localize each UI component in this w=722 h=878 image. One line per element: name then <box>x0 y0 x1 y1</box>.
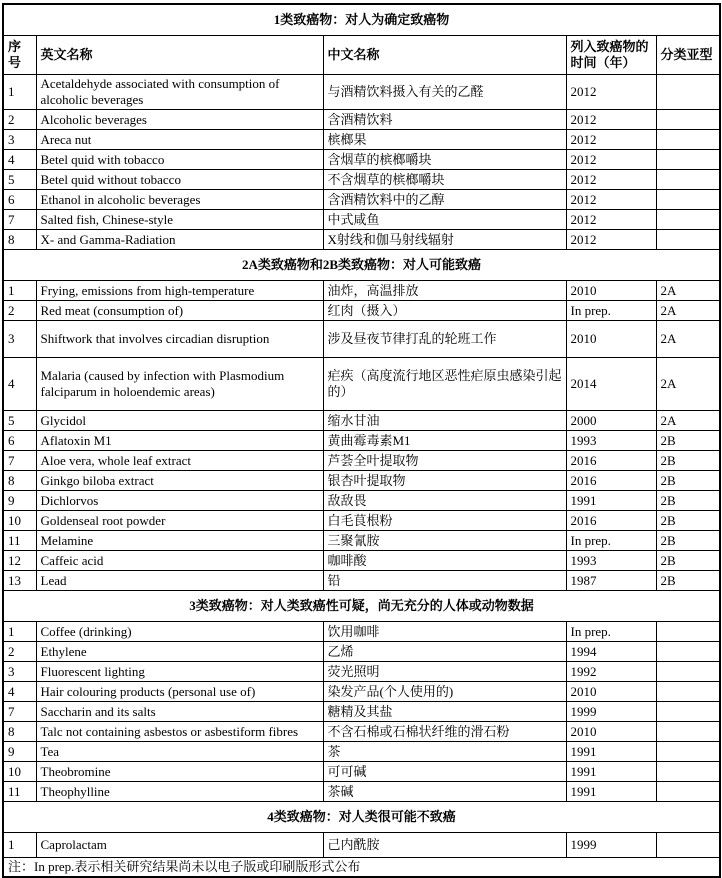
cell-no: 7 <box>3 702 36 722</box>
cell-en: X- and Gamma-Radiation <box>36 230 323 250</box>
cell-en: Betel quid with tobacco <box>36 150 323 170</box>
cell-no: 7 <box>3 451 36 471</box>
document-page <box>2 3 720 878</box>
cell-no: 1 <box>3 75 36 110</box>
cell-year: 2000 <box>566 411 656 431</box>
cell-no: 8 <box>3 722 36 742</box>
cell-year: 1991 <box>566 762 656 782</box>
cell-en: Theobromine <box>36 762 323 782</box>
cell-no: 11 <box>3 782 36 802</box>
section-title-row <box>3 250 720 281</box>
cell-year: 1993 <box>566 431 656 451</box>
cell-no: 1 <box>3 833 36 858</box>
table-row <box>3 722 720 742</box>
cell-no: 12 <box>3 551 36 571</box>
cell-year: 2012 <box>566 190 656 210</box>
table-row <box>3 511 720 531</box>
cell-no: 9 <box>3 742 36 762</box>
cell-subtype <box>656 722 720 742</box>
table-row <box>3 531 720 551</box>
col-header-zh: 中文名称 <box>323 36 566 75</box>
cell-en: Tea <box>36 742 323 762</box>
cell-subtype: 2B <box>656 471 720 491</box>
cell-zh: 饮用咖啡 <box>323 622 566 642</box>
cell-no: 3 <box>3 130 36 150</box>
cell-no: 7 <box>3 210 36 230</box>
cell-zh: 糖精及其盐 <box>323 702 566 722</box>
cell-en: Acetaldehyde associated with consumption of alcoholic beverages <box>36 75 323 110</box>
cell-year: 2012 <box>566 230 656 250</box>
footnote: 注：In prep.表示相关研究结果尚未以电子版或印刷版形式公布 <box>3 858 720 878</box>
cell-year: 1987 <box>566 571 656 591</box>
cell-en: Red meat (consumption of) <box>36 301 323 321</box>
table-row <box>3 782 720 802</box>
cell-en: Goldenseal root powder <box>36 511 323 531</box>
cell-subtype <box>656 110 720 130</box>
section-title-row <box>3 4 720 36</box>
cell-en: Areca nut <box>36 130 323 150</box>
cell-en: Ginkgo biloba extract <box>36 471 323 491</box>
col-header-subtype: 分类亚型 <box>656 36 720 75</box>
cell-year: 2012 <box>566 110 656 130</box>
cell-subtype: 2B <box>656 571 720 591</box>
cell-en: Talc not containing asbestos or asbestiform fibres <box>36 722 323 742</box>
cell-en: Melamine <box>36 531 323 551</box>
cell-year: 1991 <box>566 491 656 511</box>
cell-year: 1994 <box>566 642 656 662</box>
cell-no: 8 <box>3 471 36 491</box>
table-row <box>3 230 720 250</box>
cell-year: 1991 <box>566 782 656 802</box>
cell-subtype <box>656 662 720 682</box>
section-title: 4类致癌物：对人类很可能不致癌 <box>3 802 720 833</box>
table-row <box>3 411 720 431</box>
cell-subtype <box>656 170 720 190</box>
cell-no: 8 <box>3 230 36 250</box>
cell-no: 5 <box>3 170 36 190</box>
cell-year: 1993 <box>566 551 656 571</box>
cell-subtype: 2A <box>656 358 720 411</box>
table-row <box>3 833 720 858</box>
cell-subtype <box>656 833 720 858</box>
cell-en: Malaria (caused by infection with Plasmodium falciparum in holoendemic areas) <box>36 358 323 411</box>
cell-en: Glycidol <box>36 411 323 431</box>
cell-year: In prep. <box>566 301 656 321</box>
cell-subtype <box>656 762 720 782</box>
cell-zh: 含酒精饮料中的乙醇 <box>323 190 566 210</box>
cell-zh: 芦荟全叶提取物 <box>323 451 566 471</box>
cell-year: 2010 <box>566 722 656 742</box>
table-row <box>3 682 720 702</box>
cell-subtype <box>656 702 720 722</box>
cell-subtype: 2A <box>656 321 720 358</box>
cell-en: Betel quid without tobacco <box>36 170 323 190</box>
cell-subtype: 2A <box>656 281 720 301</box>
cell-subtype <box>656 682 720 702</box>
cell-en: Saccharin and its salts <box>36 702 323 722</box>
cell-zh: 缩水甘油 <box>323 411 566 431</box>
table-row <box>3 301 720 321</box>
table-row <box>3 170 720 190</box>
cell-subtype: 2B <box>656 551 720 571</box>
cell-subtype: 2B <box>656 431 720 451</box>
cell-subtype <box>656 642 720 662</box>
cell-subtype <box>656 75 720 110</box>
cell-zh: 银杏叶提取物 <box>323 471 566 491</box>
cell-en: Alcoholic beverages <box>36 110 323 130</box>
table-row <box>3 190 720 210</box>
cell-year: 2016 <box>566 511 656 531</box>
section-title: 1类致癌物：对人为确定致癌物 <box>3 4 720 36</box>
cell-subtype <box>656 782 720 802</box>
carcinogen-table <box>2 3 721 878</box>
cell-no: 10 <box>3 511 36 531</box>
cell-zh: 黄曲霉毒素M1 <box>323 431 566 451</box>
cell-en: Shiftwork that involves circadian disruption <box>36 321 323 358</box>
cell-en: Ethylene <box>36 642 323 662</box>
cell-en: Aflatoxin M1 <box>36 431 323 451</box>
cell-year: In prep. <box>566 622 656 642</box>
cell-en: Hair colouring products (personal use of) <box>36 682 323 702</box>
table-row <box>3 210 720 230</box>
cell-subtype: 2B <box>656 531 720 551</box>
cell-no: 3 <box>3 662 36 682</box>
table-row <box>3 662 720 682</box>
table-row <box>3 451 720 471</box>
cell-zh: 中式咸鱼 <box>323 210 566 230</box>
cell-zh: 含烟草的槟榔嚼块 <box>323 150 566 170</box>
cell-zh: 己内酰胺 <box>323 833 566 858</box>
table-row <box>3 75 720 110</box>
cell-no: 13 <box>3 571 36 591</box>
cell-zh: 茶 <box>323 742 566 762</box>
cell-no: 2 <box>3 642 36 662</box>
cell-zh: 含酒精饮料 <box>323 110 566 130</box>
cell-en: Salted fish, Chinese-style <box>36 210 323 230</box>
cell-en: Ethanol in alcoholic beverages <box>36 190 323 210</box>
col-header-year: 列入致癌物的时间（年） <box>566 36 656 75</box>
section-title-row <box>3 591 720 622</box>
table-row <box>3 702 720 722</box>
table-row <box>3 571 720 591</box>
table-row <box>3 551 720 571</box>
cell-zh: 与酒精饮料摄入有关的乙醛 <box>323 75 566 110</box>
cell-year: 2012 <box>566 130 656 150</box>
cell-year: In prep. <box>566 531 656 551</box>
cell-year: 2012 <box>566 170 656 190</box>
cell-year: 2016 <box>566 451 656 471</box>
cell-en: Caprolactam <box>36 833 323 858</box>
cell-no: 9 <box>3 491 36 511</box>
cell-zh: 三聚氰胺 <box>323 531 566 551</box>
cell-year: 2012 <box>566 150 656 170</box>
cell-subtype <box>656 230 720 250</box>
cell-no: 4 <box>3 682 36 702</box>
footnote-row <box>3 858 720 878</box>
col-header-no: 序号 <box>3 36 36 75</box>
cell-zh: 染发产品(个人使用的) <box>323 682 566 702</box>
cell-subtype: 2A <box>656 301 720 321</box>
cell-year: 2014 <box>566 358 656 411</box>
cell-en: Aloe vera, whole leaf extract <box>36 451 323 471</box>
cell-year: 1999 <box>566 833 656 858</box>
table-row <box>3 491 720 511</box>
cell-year: 2010 <box>566 321 656 358</box>
table-row <box>3 471 720 491</box>
cell-year: 1999 <box>566 702 656 722</box>
table-row <box>3 110 720 130</box>
cell-no: 6 <box>3 431 36 451</box>
cell-zh: 不含烟草的槟榔嚼块 <box>323 170 566 190</box>
col-header-en: 英文名称 <box>36 36 323 75</box>
cell-year: 2012 <box>566 210 656 230</box>
cell-no: 2 <box>3 110 36 130</box>
cell-zh: 槟榔果 <box>323 130 566 150</box>
cell-subtype <box>656 130 720 150</box>
cell-zh: 可可碱 <box>323 762 566 782</box>
cell-zh: 敌敌畏 <box>323 491 566 511</box>
cell-en: Caffeic acid <box>36 551 323 571</box>
cell-subtype <box>656 190 720 210</box>
cell-subtype: 2B <box>656 451 720 471</box>
cell-zh: 疟疾（高度流行地区恶性疟原虫感染引起的） <box>323 358 566 411</box>
cell-subtype <box>656 622 720 642</box>
cell-zh: 乙烯 <box>323 642 566 662</box>
cell-year: 1991 <box>566 742 656 762</box>
cell-subtype: 2B <box>656 511 720 531</box>
cell-no: 1 <box>3 622 36 642</box>
cell-subtype: 2B <box>656 491 720 511</box>
cell-en: Lead <box>36 571 323 591</box>
cell-no: 3 <box>3 321 36 358</box>
section-title-row <box>3 802 720 833</box>
cell-year: 2016 <box>566 471 656 491</box>
column-header-row <box>3 36 720 75</box>
table-row <box>3 642 720 662</box>
table-row <box>3 150 720 170</box>
section-title: 2A类致癌物和2B类致癌物：对人可能致癌 <box>3 250 720 281</box>
cell-en: Coffee (drinking) <box>36 622 323 642</box>
table-row <box>3 358 720 411</box>
cell-subtype <box>656 150 720 170</box>
table-row <box>3 762 720 782</box>
cell-year: 2010 <box>566 682 656 702</box>
table-row <box>3 281 720 301</box>
cell-no: 4 <box>3 150 36 170</box>
table-row <box>3 321 720 358</box>
cell-en: Theophylline <box>36 782 323 802</box>
cell-zh: 茶碱 <box>323 782 566 802</box>
cell-zh: 红肉（摄入） <box>323 301 566 321</box>
cell-zh: 白毛茛根粉 <box>323 511 566 531</box>
cell-no: 6 <box>3 190 36 210</box>
cell-no: 10 <box>3 762 36 782</box>
carcinogen-table-body <box>3 4 720 877</box>
cell-subtype <box>656 210 720 230</box>
cell-zh: 荧光照明 <box>323 662 566 682</box>
cell-no: 11 <box>3 531 36 551</box>
cell-zh: X射线和伽马射线辐射 <box>323 230 566 250</box>
cell-zh: 不含石棉或石棉状纤维的滑石粉 <box>323 722 566 742</box>
cell-no: 4 <box>3 358 36 411</box>
cell-zh: 油炸，高温排放 <box>323 281 566 301</box>
cell-zh: 咖啡酸 <box>323 551 566 571</box>
cell-en: Frying, emissions from high-temperature <box>36 281 323 301</box>
cell-year: 2012 <box>566 75 656 110</box>
cell-year: 1992 <box>566 662 656 682</box>
table-row <box>3 742 720 762</box>
cell-no: 1 <box>3 281 36 301</box>
cell-subtype: 2A <box>656 411 720 431</box>
cell-en: Fluorescent lighting <box>36 662 323 682</box>
cell-no: 5 <box>3 411 36 431</box>
table-row <box>3 622 720 642</box>
cell-no: 2 <box>3 301 36 321</box>
section-title: 3类致癌物：对人类致癌性可疑，尚无充分的人体或动物数据 <box>3 591 720 622</box>
cell-subtype <box>656 742 720 762</box>
cell-year: 2010 <box>566 281 656 301</box>
cell-zh: 涉及昼夜节律打乱的轮班工作 <box>323 321 566 358</box>
cell-en: Dichlorvos <box>36 491 323 511</box>
cell-zh: 铅 <box>323 571 566 591</box>
table-row <box>3 130 720 150</box>
table-row <box>3 431 720 451</box>
